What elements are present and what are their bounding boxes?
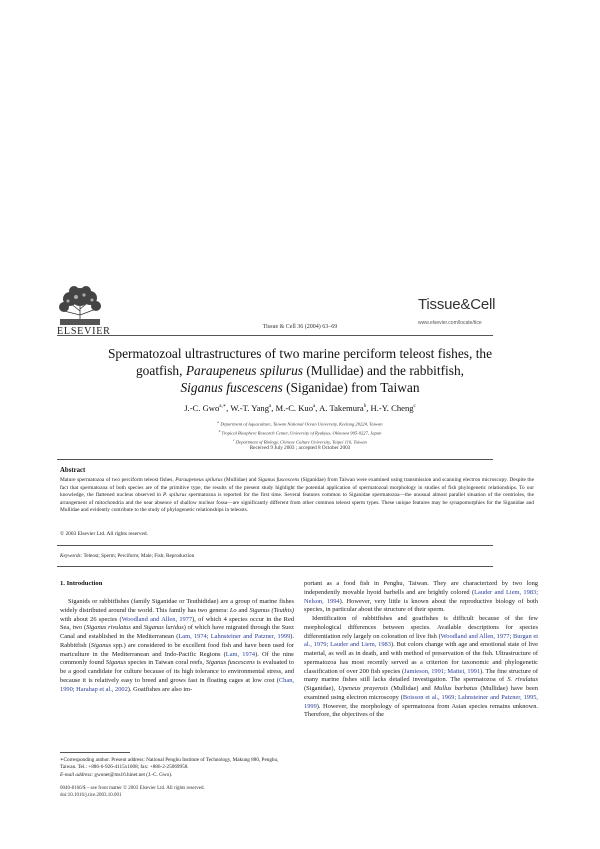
citation-link[interactable]: Lam, 1974; Lahnsteiner and Patzner, 1999	[178, 633, 291, 640]
journal-reference: Tissue & Cell 36 (2004) 63–69	[262, 324, 338, 330]
affiliations	[60, 419, 540, 446]
citation-link[interactable]: Lauder and Liem, 1983; Nelson, 1994	[304, 588, 538, 605]
author-list: J.-C. Gwo$^{a,∗}$, W.-T. Yang$^a$, M.-C. Kuo$^a$, A. Takemura$^b$, H.-Y. Cheng$^c$	[184, 403, 416, 413]
citation-link[interactable]: Chan, 1990; Harahap et al., 2002	[60, 676, 294, 693]
section-heading: 1. Introduction	[60, 580, 103, 587]
header-rule	[57, 335, 493, 336]
affiliation: $^c$ Department of Biology, Chinese Culture University, Taipei 110, Taiwan	[233, 438, 367, 445]
affiliation: $^a$ Department of Aquaculture, Taiwan National Ocean University, Keelung 20224, Taiwan	[217, 420, 383, 427]
abstract-top-rule	[57, 459, 493, 460]
abstract-heading: Abstract	[60, 467, 86, 474]
author[interactable]: A. Takemura$^b$	[319, 403, 367, 413]
author[interactable]: H.-Y. Cheng$^c$	[370, 403, 416, 413]
copyright: © 2003 Elsevier Ltd. All rights reserved.	[60, 531, 148, 537]
issn-doi: 0040-8166/$ – see front matter © 2003 Elsevier Ltd. All rights reserved. doi:10.1016/j.tice.2003.10.001	[60, 786, 205, 799]
corresponding-author-footnote: ∗Corresponding author. Present address: National Penghu Institute of Technology, Makung 880, Penghu, Taiwan. Tel.: +886-6-926-4115x1008; fax: +886-2-25069958. E-mail address: gwonet@ms16.hinet.net (J.-C. Gwo).	[60, 757, 279, 778]
author-email[interactable]: gwonet@ms16.hinet.net (J.-C. Gwo).	[93, 771, 173, 778]
citation-link[interactable]: Woodland and Allen, 1977	[121, 615, 193, 623]
paragraph: Siganids or rabbitfishes (family Siganidae or Teuthididae) are a group of marine fishes widely distributed around the world. This family has two genera: Lo and Siganus (Teuthis) with about 26 species (Woodland and Allen, 1977), of which 4 species occur in the Red Sea, two (Siganus rivulatus and Siganus luridus) of which have migrated through the Suez Canal and established in the Mediterranean (Lam, 1974; Lahnsteiner and Patzner, 1999). Rabbitfish (Siganus spp.) are considered to be excellent food fish and have been used for mariculture in the Mediterranean and Indo-Pacific Regions (Lam, 1974). Of the nine commonly found Siganus species in Taiwan coral reefs, Siganus fuscescens is evaluated to be a good candidate for culture because of its high tolerance to environmental stress, and because it is relatively easy to breed and grows fast in floating cages at low cost (Chan, 1990; Harahap et al., 2002). Goatfishes are also im-	[60, 598, 295, 693]
author[interactable]: W.-T. Yang$^a$	[230, 403, 272, 413]
keywords-bottom-rule	[57, 566, 493, 567]
publisher-name: ELSEVIER	[57, 326, 111, 337]
body-column-right	[304, 580, 538, 720]
journal-brand: Tissue&Cell	[418, 296, 496, 313]
body-column-left	[60, 598, 294, 694]
article-title: Spermatozoal ultrastructures of two marine perciform teleost fishes, the goatfish, Paraupeneus spilurus (Mullidae) and the rabbitfish, Siganus fuscescens (Siganidae) from Taiwan	[107, 346, 493, 395]
author[interactable]: M.-C. Kuo$^a$	[275, 403, 316, 413]
keywords-top-rule	[57, 545, 493, 546]
doi-link[interactable]: doi:10.1016/j.tice.2003.10.001	[60, 793, 122, 799]
author[interactable]: J.-C. Gwo$^{a,∗}$	[184, 403, 227, 413]
journal-url[interactable]: www.elsevier.com/locate/tice	[418, 320, 482, 326]
citation-link[interactable]: Boisson et al., 1969; Lahnsteiner and Patzner, 1995, 1999	[304, 693, 538, 710]
keywords: Keywords: Teleost; Sperm; Perciform; Male; Fish; Reproduction	[60, 553, 195, 559]
received-dates: Received 9 July 2003 ; accepted 8 October 2003	[249, 445, 351, 451]
footnote-rule	[60, 752, 130, 753]
affiliation: $^b$ Tropical Biosphere Research Center, University of Ryukyus, Okinawa 905-0227, Japan	[218, 429, 382, 436]
citation-link[interactable]: Lam, 1974	[225, 650, 256, 658]
elsevier-tree-logo	[58, 285, 102, 325]
citation-link[interactable]: Woodland and Allen, 1977; Burgan et al., 1979; Lauder and Liem, 1983	[304, 632, 539, 649]
abstract-text: Mature spermatozoa of two perciform teleost fishes, Paraupeneus spilurus (Mullidae) and Siganus fuscescens (Siganidae) from Taiwan were examined using transmission and scanning electron microscopy. Despite the fact that spermatozoa of both species are of the primitive type, the results of the present study highlight the potential application of spermatozoal morphology in studies of fish phylogenetic relationships. To our knowledge, the flattened nucleus observed in P. spilurus spermatozoa is reported for the first time. Several features common to Siganidae spermatozoa—the unusual almost parallel situation of the centrioles, the arrangement of mitochondria and the near absence of shallow nuclear fossa—are significantly different from other common teleost sperm types. These unique features may be synapomorphies for the Siganidae and Mullidae and evidently contribute to the study of phylogenetic relationships in teleosts.	[60, 477, 534, 514]
paragraph: portant as a food fish in Penghu, Taiwan. They are characterized by two long independently movable hyoid barbells and are brightly colored (Lauder and Liem, 1983; Nelson, 1994). However, very little is known about the reproductive biology of both species, in particular about the structure of their sperm.	[304, 580, 538, 614]
citation-link[interactable]: Jamieson, 1991; Mattei, 1991	[404, 667, 481, 675]
paragraph: Identification of rabbitfishes and goatfishes is difficult because of the few morphological differences between species. Available descriptions for species differentiation rely largely on coloration of live fish (Woodland and Allen, 1977; Burgan et al., 1979; Lauder and Liem, 1983). But colors change with age and emotional state of live material, as well as in death, and with method of preservation of the fish. Ultrastructure of spermatozoa has most recently served as a criterion for taxonomic and phylogenetic classification of over 200 fish species (Jamieson, 1991; Mattei, 1991). The fine structure of many marine fishes still lacks detailed investigation. The spermatozoa of S. rivulatus (Siganidae), Upeneus prayensis (Mullidae) and Mullus barbatus (Mullidae) have been examined using electron microscopy (Boisson et al., 1969; Lahnsteiner and Patzner, 1995, 1999). However, the morphology of spermatozoa from Asian species remains unknown. Therefore, the objectives of the	[304, 615, 539, 719]
